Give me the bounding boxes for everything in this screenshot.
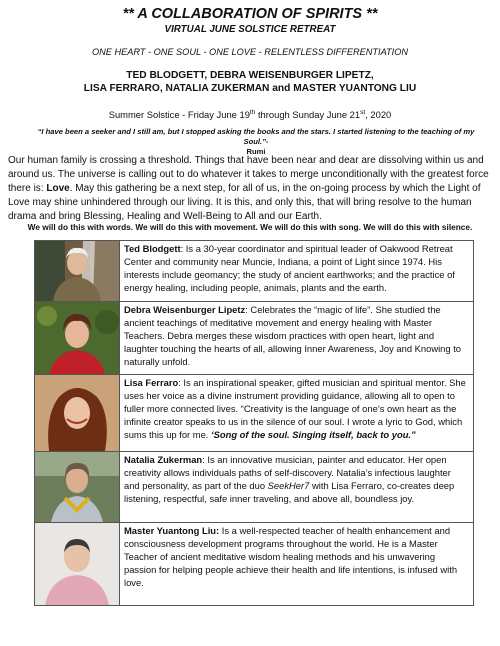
dates-start: Summer Solstice - Friday June 19 xyxy=(108,109,250,120)
rumi-quote xyxy=(32,127,480,157)
ted-blodgett-photo xyxy=(35,241,119,301)
flyer-subtitle: VIRTUAL JUNE SOLSTICE RETREAT xyxy=(164,24,336,35)
bio-row xyxy=(35,241,474,302)
flyer-tagline: ONE HEART - ONE SOUL - ONE LOVE - RELENTLESS DIFFERENTIATION xyxy=(91,47,408,57)
presenter-names xyxy=(0,69,500,95)
yuantong-liu-bio xyxy=(120,523,474,606)
bio-text: : Celebrates the “magic of life”. She studied the ancient teachings of meditative movement and energy healing with Master Teachers. Debra merges these wisdom practices with open heart, light and laughter touching the hearts of all, allowing Inner Awareness, Joy and Knowing to naturally unfold. xyxy=(124,304,462,367)
photo-cell xyxy=(35,375,120,452)
bio-text: Is a well-respected teacher of health enhancement and consciousness development programs throughout the world. He is a Master Teacher of ancient meditative wisdom healing methods and his unwavering passion for helping people achieve their health and life intentions, is infused with love. xyxy=(124,525,458,588)
photo-cell xyxy=(35,241,120,302)
presenter-names-line2: LISA FERRARO, NATALIA ZUKERMAN and MASTER YUANTONG LIU xyxy=(83,83,417,94)
bio-text: : Is an innovative musician, painter and educator. Her open creativity allows individuals paths of self-discovery. Natalia’s infectious laughter and personality, as part of the duo xyxy=(124,454,451,491)
natalia-zukerman-bio xyxy=(120,452,474,523)
yuantong-liu-photo xyxy=(35,523,119,605)
bio-name: Natalia Zukerman xyxy=(124,454,203,465)
bio-row xyxy=(35,523,474,606)
dates-suffix-2: st xyxy=(360,108,366,116)
bio-duo-name: SeekHer7 xyxy=(267,480,310,491)
event-dates xyxy=(0,109,500,121)
bio-row xyxy=(35,302,474,375)
bio-name: Lisa Ferraro xyxy=(124,377,179,388)
dates-suffix-1: th xyxy=(249,108,256,116)
lisa-ferraro-bio xyxy=(120,375,474,452)
intro-text-after: . May this gathering be a next step, for all of us, in the on-going process by which the Light of Love may shine unhindered through our living. It is this, and only this, that will bring resolve to the human drama and bring Blessing, Healing and Well-Being to All and our Earth. xyxy=(8,183,481,222)
ted-blodgett-bio xyxy=(120,241,474,302)
photo-cell xyxy=(35,523,120,606)
flyer-title: ** A COLLABORATION OF SPIRITS ** xyxy=(122,6,378,22)
bio-lyric: ‘Song of the soul. Singing itself, back to you.” xyxy=(211,429,416,440)
photo-cell xyxy=(35,452,120,523)
pledge-line: We will do this with words. We will do this with movement. We will do this with song. We will do this with silence. xyxy=(27,222,473,232)
bio-text: : Is an inspirational speaker, gifted musician and spiritual mentor. She uses her voice as a divine instrument providing guidance, allowing all to open to fuller more connected lives. “Creativity is the language of one’s own heart as the infinite creator speaks to us in the silence of our soul. I wrote a lyric to God, which sums this up for me. xyxy=(124,377,466,440)
photo-cell xyxy=(35,302,120,375)
bio-row xyxy=(35,452,474,523)
presenter-bios-table xyxy=(34,240,474,606)
bio-text: : Is a 30-year coordinator and spiritual leader of Oakwood Retreat Center and community near Muncie, Indiana, a point of Light since 1974. His interests include geomancy; the study of ancient earthworks; and the practice of energy healing, including people, animals, plants and the earth. xyxy=(124,243,455,293)
quote-author: Rumi xyxy=(246,147,266,156)
debra-lipetz-bio xyxy=(120,302,474,375)
intro-text-before: Our human family is crossing a threshold. Things that have been near and dear are dissolving within us and around us. The universe is calling out to do whatever it takes to merge unconditionally with the greatest force there is: xyxy=(8,155,489,194)
bio-text-continued: with Lisa Ferraro, co-creates deep listening, respectful, safe inner traveling, and above all, boundless joy. xyxy=(124,480,455,504)
dates-middle: through Sunday June 21 xyxy=(255,109,361,120)
intro-emphasis: Love xyxy=(46,183,70,194)
bio-name: Debra Weisenburger Lipetz xyxy=(124,304,246,315)
debra-lipetz-photo xyxy=(35,302,119,374)
quote-text: “I have been a seeker and I still am, but I stopped asking the books and the stars. I started listening to the teaching of my Soul.”- xyxy=(37,127,475,146)
dates-year: , 2020 xyxy=(365,109,392,120)
intro-paragraph xyxy=(8,154,492,224)
bio-name: Master Yuantong Liu: xyxy=(124,525,220,536)
natalia-zukerman-photo xyxy=(35,452,119,522)
bio-row xyxy=(35,375,474,452)
lisa-ferraro-photo xyxy=(35,375,119,451)
presenter-names-line1: TED BLODGETT, DEBRA WEISENBURGER LIPETZ, xyxy=(126,70,374,81)
bio-name: Ted Blodgett xyxy=(124,243,181,254)
